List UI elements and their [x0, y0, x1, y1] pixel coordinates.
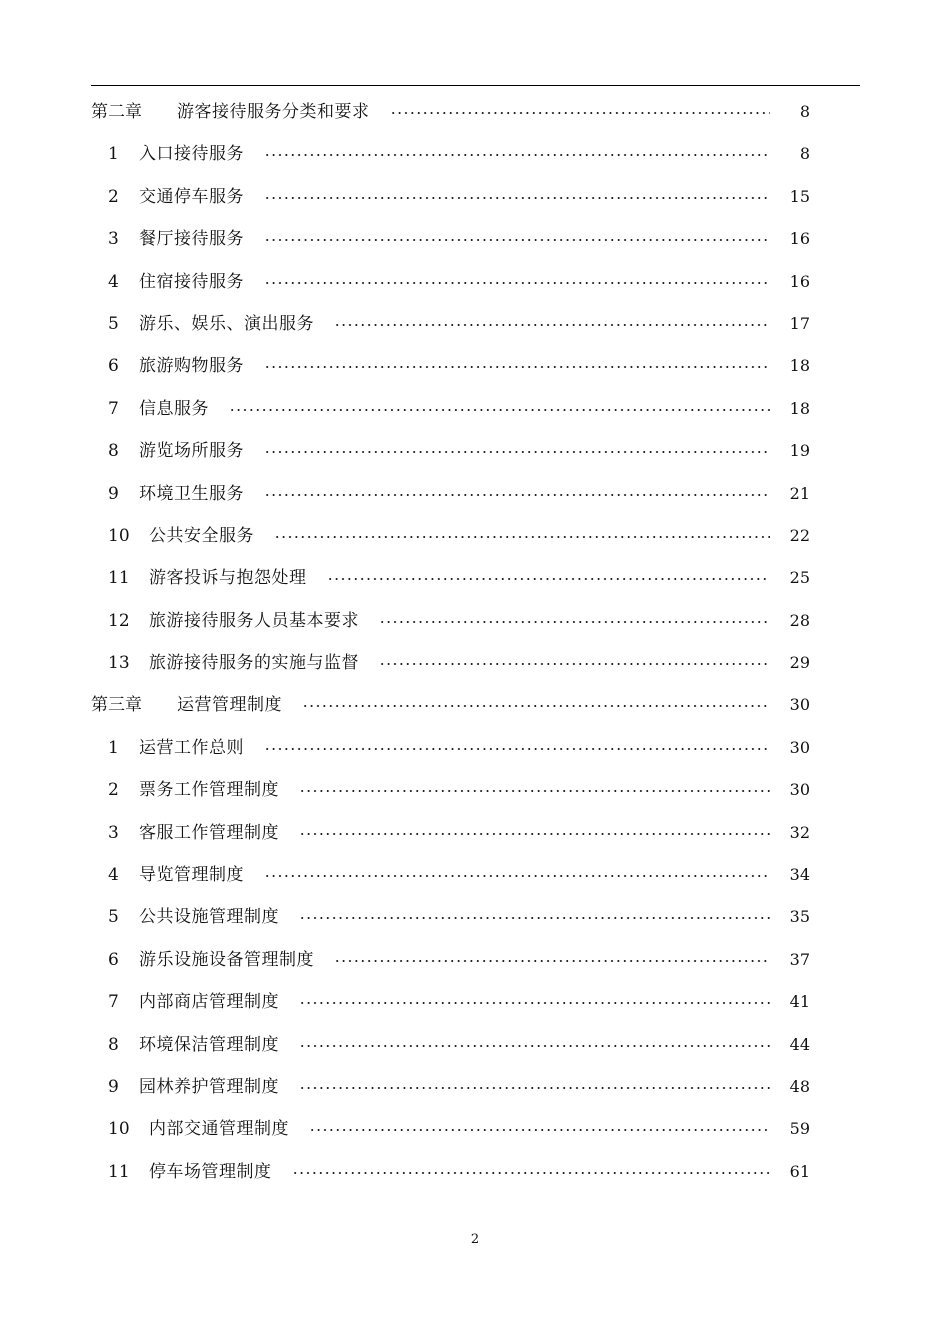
- toc-dot-leader: [292, 1151, 770, 1193]
- toc-entry-number: 4: [108, 865, 119, 886]
- toc-entry-number: 6: [108, 356, 119, 377]
- page-number: 2: [470, 1232, 480, 1247]
- toc-entry-page: 25: [789, 568, 810, 588]
- toc-dot-leader: [264, 176, 770, 218]
- toc-dot-leader: [264, 218, 770, 260]
- toc-entry-page: 21: [789, 483, 810, 503]
- toc-entry-page: 22: [789, 525, 810, 545]
- toc-entry-page: 18: [789, 356, 810, 376]
- toc-entry-row[interactable]: [0, 1066, 950, 1108]
- toc-entry-page: 48: [789, 1076, 810, 1096]
- toc-entry-number: 3: [108, 822, 119, 843]
- toc-entry-title: 园林养护管理制度: [139, 1076, 279, 1097]
- toc-entry-row[interactable]: [0, 642, 950, 684]
- toc-entry-title: 旅游接待服务人员基本要求: [149, 610, 359, 631]
- toc-dot-leader: [264, 430, 770, 472]
- toc-dot-leader: [299, 896, 770, 938]
- toc-entry-number: 第三章: [91, 695, 142, 716]
- toc-entry-number: 2: [108, 186, 119, 207]
- toc-dot-leader: [229, 388, 770, 430]
- toc-entry-number: 5: [108, 907, 119, 928]
- toc-entry-page: 61: [789, 1161, 810, 1181]
- toc-entry-row[interactable]: [0, 769, 950, 811]
- toc-entry-title: 停车场管理制度: [149, 1161, 272, 1182]
- toc-entry-title: 游客投诉与抱怨处理: [149, 568, 307, 589]
- toc-entry-title: 环境卫生服务: [139, 483, 244, 504]
- toc-entry-page: 37: [789, 949, 810, 969]
- toc-entry-row[interactable]: [0, 981, 950, 1023]
- toc-entry-title: 住宿接待服务: [139, 271, 244, 292]
- toc-entry-row[interactable]: [0, 854, 950, 896]
- toc-entry-number: 1: [108, 144, 119, 165]
- toc-entry-title: 交通停车服务: [139, 186, 244, 207]
- toc-entry-page: 8: [799, 102, 810, 121]
- toc-dot-leader: [299, 981, 770, 1023]
- toc-entry-row[interactable]: [0, 261, 950, 303]
- toc-entry-row[interactable]: [0, 176, 950, 218]
- toc-entry-number: 2: [108, 780, 119, 801]
- toc-entry-page: 30: [789, 695, 810, 715]
- toc-entry-title: 运营管理制度: [177, 695, 282, 716]
- toc-entry-number: 9: [108, 483, 119, 504]
- toc-chapter-row[interactable]: [0, 684, 950, 726]
- toc-entry-title: 运营工作总则: [139, 737, 244, 758]
- toc-dot-leader: [264, 133, 770, 175]
- toc-entry-title: 旅游购物服务: [139, 356, 244, 377]
- toc-dot-leader: [299, 769, 770, 811]
- toc-dot-leader: [299, 812, 770, 854]
- toc-dot-leader: [327, 557, 770, 599]
- toc-entry-title: 游客接待服务分类和要求: [177, 102, 370, 122]
- toc-entry-row[interactable]: [0, 515, 950, 557]
- toc-entry-row[interactable]: [0, 896, 950, 938]
- toc-entry-title: 内部商店管理制度: [139, 992, 279, 1013]
- toc-entry-page: 19: [789, 441, 810, 461]
- toc-entry-row[interactable]: [0, 1151, 950, 1193]
- toc-entry-title: 游乐、娱乐、演出服务: [139, 313, 314, 334]
- toc-entry-row[interactable]: [0, 303, 950, 345]
- toc-entry-page: 28: [789, 610, 810, 630]
- toc-entry-title: 餐厅接待服务: [139, 229, 244, 250]
- toc-entry-number: 10: [108, 525, 130, 546]
- toc-entry-page: 16: [789, 271, 810, 291]
- toc-entry-page: 8: [799, 144, 810, 164]
- toc-entry-title: 内部交通管理制度: [149, 1119, 289, 1140]
- toc-entry-number: 9: [108, 1076, 119, 1097]
- toc-dot-leader: [379, 642, 770, 684]
- toc-dot-leader: [299, 1066, 770, 1108]
- toc-dot-leader: [264, 261, 770, 303]
- toc-entry-row[interactable]: [0, 812, 950, 854]
- toc-entry-row[interactable]: [0, 473, 950, 515]
- toc-entry-title: 旅游接待服务的实施与监督: [149, 653, 359, 674]
- toc-entry-row[interactable]: [0, 388, 950, 430]
- toc-entry-number: 6: [108, 949, 119, 970]
- toc-dot-leader: [390, 91, 770, 133]
- toc-entry-page: 17: [789, 313, 810, 333]
- toc-entry-title: 导览管理制度: [139, 865, 244, 886]
- toc-entry-title: 票务工作管理制度: [139, 780, 279, 801]
- toc-entry-page: 15: [789, 186, 810, 206]
- toc-entry-row[interactable]: [0, 557, 950, 599]
- toc-entry-title: 游乐设施设备管理制度: [139, 949, 314, 970]
- toc-entry-number: 4: [108, 271, 119, 292]
- toc-entry-number: 12: [108, 610, 130, 631]
- toc-entry-row[interactable]: [0, 1108, 950, 1150]
- toc-entry-page: 18: [789, 398, 810, 418]
- toc-entry-title: 公共设施管理制度: [139, 907, 279, 928]
- toc-entry-page: 30: [789, 737, 810, 757]
- toc-dot-leader: [264, 473, 770, 515]
- toc-entry-number: 11: [108, 568, 130, 589]
- toc-dot-leader: [264, 854, 770, 896]
- toc-dot-leader: [309, 1108, 770, 1150]
- toc-entry-number: 8: [108, 1034, 119, 1055]
- toc-entry-page: 32: [789, 822, 810, 842]
- toc-entry-number: 10: [108, 1119, 130, 1140]
- toc-entry-page: 44: [789, 1034, 810, 1054]
- toc-entry-number: 5: [108, 313, 119, 334]
- toc-entry-row[interactable]: [0, 218, 950, 260]
- toc-entry-page: 29: [789, 653, 810, 673]
- toc-entry-title: 环境保洁管理制度: [139, 1034, 279, 1055]
- toc-entry-title: 入口接待服务: [139, 144, 244, 165]
- toc-entry-number: 11: [108, 1161, 130, 1182]
- toc-dot-leader: [274, 515, 770, 557]
- toc-entry-number: 第二章: [91, 102, 142, 122]
- toc-dot-leader: [264, 345, 770, 387]
- toc-dot-leader: [299, 1024, 770, 1066]
- toc-entry-number: 8: [108, 441, 119, 462]
- toc-entry-row[interactable]: [0, 727, 950, 769]
- toc-entry-number: 7: [108, 992, 119, 1013]
- toc-entry-number: 13: [108, 653, 130, 674]
- toc-entry-page: 59: [789, 1119, 810, 1139]
- toc-entry-title: 公共安全服务: [149, 525, 254, 546]
- toc-entry-title: 游览场所服务: [139, 441, 244, 462]
- toc-entry-page: 41: [789, 992, 810, 1012]
- toc-entry-title: 信息服务: [139, 398, 209, 419]
- toc-dot-leader: [302, 684, 770, 726]
- toc-entry-page: 34: [789, 865, 810, 885]
- toc-dot-leader: [334, 939, 770, 981]
- toc-entry-row[interactable]: [0, 1024, 950, 1066]
- toc-dot-leader: [264, 727, 770, 769]
- toc-entry-page: 30: [789, 780, 810, 800]
- toc-entry-number: 3: [108, 229, 119, 250]
- toc-dot-leader: [379, 600, 770, 642]
- toc-chapter-row[interactable]: [0, 91, 950, 133]
- toc-entry-row[interactable]: [0, 939, 950, 981]
- toc-dot-leader: [334, 303, 770, 345]
- toc-entry-number: 1: [108, 737, 119, 758]
- toc-entry-title: 客服工作管理制度: [139, 822, 279, 843]
- table-of-contents: [0, 91, 950, 1193]
- toc-entry-row[interactable]: [0, 345, 950, 387]
- toc-entry-row[interactable]: [0, 600, 950, 642]
- toc-entry-row[interactable]: [0, 133, 950, 175]
- toc-entry-page: 35: [789, 907, 810, 927]
- toc-entry-row[interactable]: [0, 430, 950, 472]
- toc-entry-number: 7: [108, 398, 119, 419]
- toc-entry-page: 16: [789, 229, 810, 249]
- header-rule: [91, 85, 860, 86]
